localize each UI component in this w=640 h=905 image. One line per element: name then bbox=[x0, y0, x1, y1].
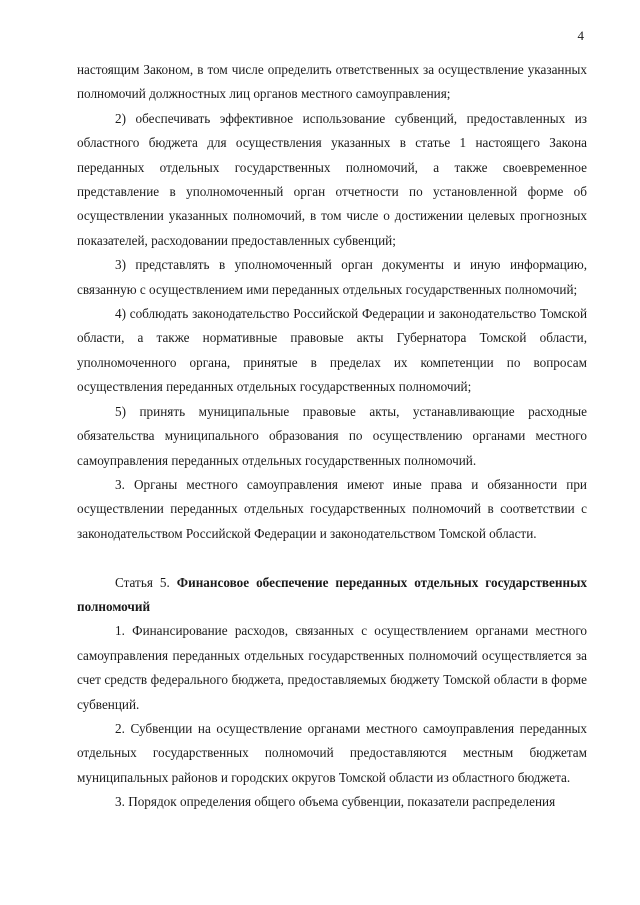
paragraph: 3. Органы местного самоуправления имеют иные права и обязанности при осуществлении переданных отдельных государственных полномочий в соответствии с законодательством Российской Федерации и законодательством Томской области. bbox=[77, 476, 587, 541]
paragraph: настоящим Законом, в том числе определить ответственных за осуществление указанных полномочий должностных лиц органов местного самоуправления; bbox=[77, 62, 587, 102]
paragraph: 2. Субвенции на осуществление органами местного самоуправления переданных отдельных государственных полномочий предоставляются местным бюджетам муниципальных районов и городских округов Томской области из областного бюджета. bbox=[77, 720, 587, 785]
paragraph: 2) обеспечивать эффективное использование субвенций, предоставленных из областного бюджета для осуществления указанных в статье 1 настоящего Закона переданных отдельных государственных полномочий, а также своевременное представление в уполномоченный орган отчетности по установленной форме об осуществлении указанных полномочий, в том числе о достижении целевых прогнозных показателей, расходовании предоставленных субвенций; bbox=[77, 110, 587, 248]
article-prefix: Статья 5. bbox=[115, 574, 170, 590]
paragraph: 5) принять муниципальные правовые акты, устанавливающие расходные обязательства муниципального образования по осуществлению органами местного самоуправления переданных отдельных государственных полномочий. bbox=[77, 403, 587, 468]
article-title: Финансовое обеспечение переданных отдельных государственных полномочий bbox=[77, 574, 587, 614]
article-heading bbox=[77, 571, 587, 620]
paragraph: 3. Порядок определения общего объема субвенции, показатели распределения bbox=[115, 794, 556, 810]
paragraph: 3) представлять в уполномоченный орган документы и иную информацию, связанную с осуществлением ими переданных отдельных государственных полномочий; bbox=[77, 257, 587, 297]
paragraph: 4) соблюдать законодательство Российской Федерации и законодательство Томской области, а также нормативные правовые акты Губернатора Томской области, уполномоченного органа, принятые в пределах их компетенции по вопросам осуществления переданных отдельных государственных полномочий; bbox=[77, 306, 587, 395]
document-body bbox=[77, 58, 587, 815]
page-number: 4 bbox=[577, 28, 584, 43]
paragraph: 1. Финансирование расходов, связанных с осуществлением органами местного самоуправления переданных отдельных государственных полномочий осуществляется за счет средств федерального бюджета, предоставляемых бюджету Томской области в форме субвенций. bbox=[77, 623, 587, 712]
